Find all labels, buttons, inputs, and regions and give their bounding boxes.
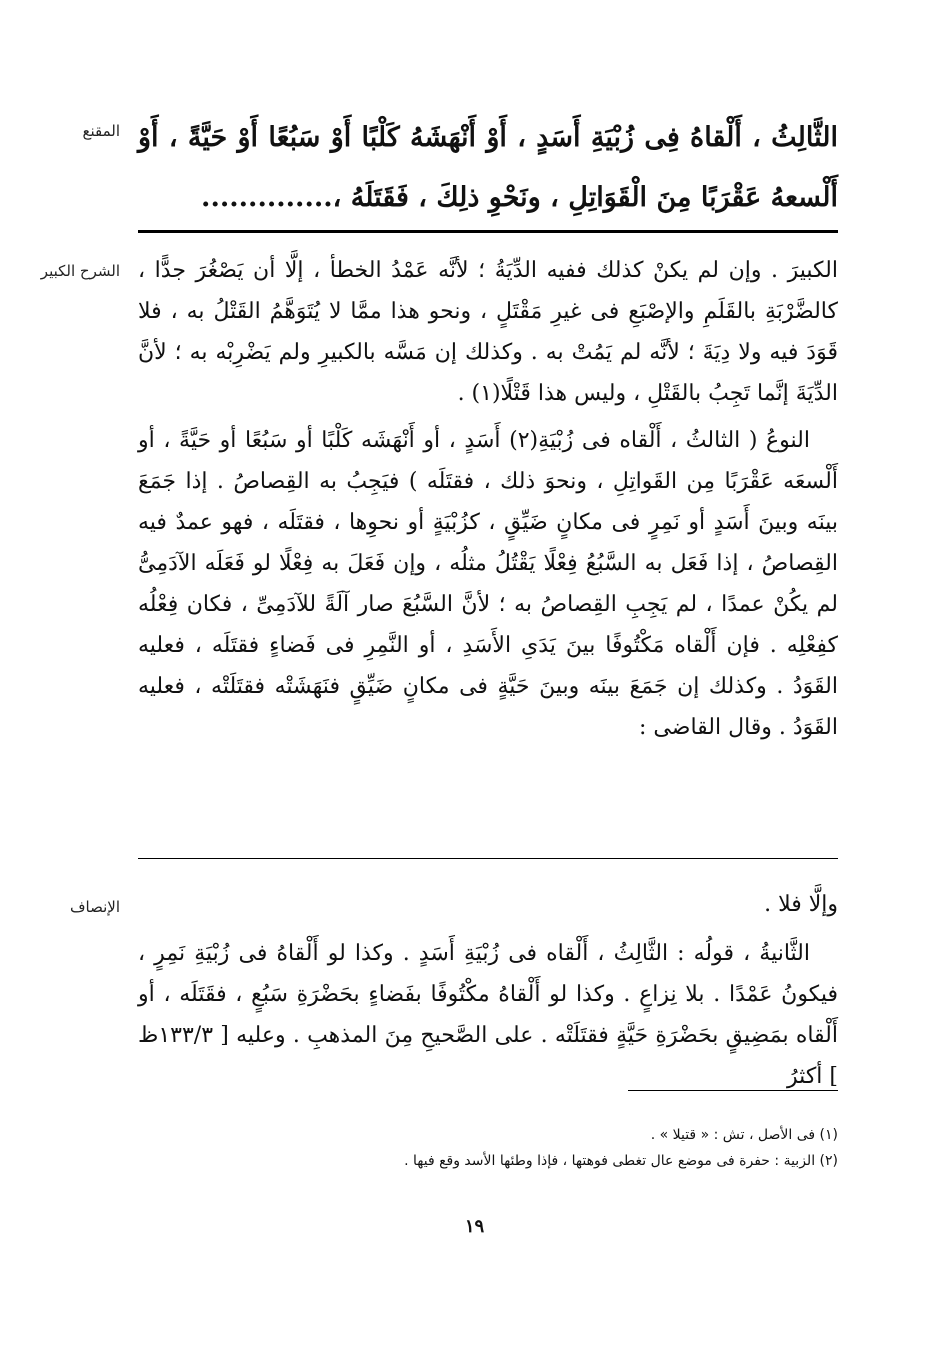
muqni-paragraph: الثَّالِثُ ، أَلْقاهُ فِى زُبْيَةِ أَسَدٍ ، أَوْ أَنْهَشَهُ كَلْبًا أَوْ سَبُعًا أَوْ حَيَّةً ، أَوْ أَلْسعهُ عَقْرَبًا مِنَ الْقَوَاتِلِ ، ونَحْوِ ذلِكَ ، فَقَتَلَهُ ،.............. [138,122,838,213]
insaf-paragraph-2: الثَّانيةُ ، قولُه : الثَّالِثُ ، أَلْقاه فى زُبْيَةِ أَسَدٍ . وكذا لو أَلْقاهُ فى زُبْيَةِ نَمِرٍ ، فيكونُ عَمْدًا . بلا نِزاعٍ . وكذا لو أَلْقاهُ مكْتُوفًا بفَضاءٍ بحَضْرَةِ سَبُعٍ ، فقَتَلَه ، أو أَلْقاه بمَضِيقٍ بحَضْرَةِ حَيَّةٍ فقتَلَتْه . على الصَّحيحِ مِنَ المذهبِ . وعليه [ ١٣٣/٣ظ ] أكثرُ [138,941,838,1089]
footnote-separator [628,1090,838,1091]
insaf-paragraph-1: وإلَّا فلا . [764,892,838,917]
sharh-text-block [138,250,838,748]
footnotes-block [138,1122,838,1174]
footnote-1: (١) فى الأصل ، تش : « قتيلا » . [650,1127,838,1143]
insaf-text-block [138,884,838,1097]
sharh-divider [138,858,838,859]
muqni-divider [138,230,838,233]
sharh-paragraph-1: الكبيرَ . وإن لم يكنْ كذلك ففيه الدِّيَةُ ؛ لأنَّه عَمْدُ الخطأ ، إلَّا أن يَصْغُرَ جدًّا ، كالضَّرْبَةِ بالقَلَمِ والإصْبَعِ فى غيرِ مَقْتَلٍ ، ونحو هذا ممَّا لا يُتَوَهَّمُ القَتْلُ به ، فلا قَوَدَ فيه ولا دِيَةَ ؛ لأنَّه لم يَمُتْ به . وكذلك إن مَسَّه بالكبيرِ ولم يَضْرِبْه به ؛ لأنَّ الدِّيَةَ إنَّما تَجِبُ بالقَتْلِ ، وليس هذا قَتْلًا(١) . [138,258,838,406]
footnote-2: (٢) الزبية : حفرة فى موضع عال تغطى فوهتها ، فإذا وطئها الأسد وقع فيها . [404,1153,838,1169]
muqni-text-block [138,108,838,228]
section-label-muqni: المقنع [82,122,120,140]
page-number: ١٩ [464,1216,485,1237]
section-label-sharh-kabir: الشرح الكبير [40,262,120,280]
sharh-paragraph-2: النوعُ ( الثالثُ ، أَلْقاه فى زُبْيَةِ(٢) أَسَدٍ ، أو أَنْهَشَه كَلْبًا أو سَبُعًا أو حَيَّةً ، أو أَلْسعَه عَقْرَبًا مِن القَواتِلِ ، ونحوَ ذلك ، فقتَلَه ) فيَجِبُ به القِصاصُ . إذا جَمَعَ بينَه وبينَ أَسَدٍ أو نَمِرٍ فى مكانٍ ضَيِّقٍ ، كزُبْيَةٍ أو نحوِها ، فقتَلَه ، فهو عمدٌ فيه القِصاصُ ، إذا فَعَل به السَّبُعُ فِعْلًا يَقْتُلُ مثلُه ، وإن فَعَلَ به فِعْلًا لو فَعَلَه الآدَمِىُّ لم يكُنْ عمدًا ، لم يَجِبِ القِصاصُ به ؛ لأنَّ السَّبُعَ صار آلَةً للآدَمِىِّ ، فكان فِعْلُه كفِعْلِه . فإن أَلْقاه مَكْتُوفًا بينَ يَدَىِ الأَسَدِ ، أو النَّمِرِ فى فَضاءٍ فقتَلَه ، فعليه القَوَدُ . وكذلك إن جَمَعَ بينَه وبينَ حَيَّةٍ فى مكانٍ ضَيِّقٍ فنَهَشَتْه فقتَلَتْه ، فعليه القَوَدُ . وقال القاضى : [138,428,839,740]
section-label-insaf: الإنصاف [69,898,120,916]
